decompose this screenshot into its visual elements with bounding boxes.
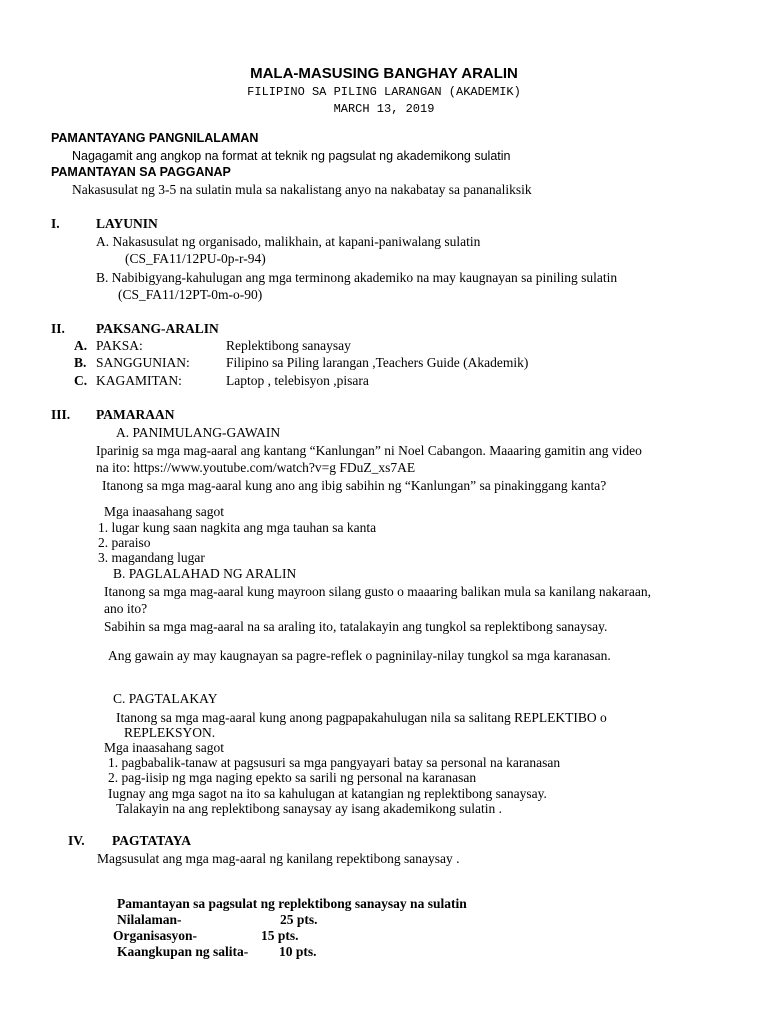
assessment-text: Magsusulat ang mga mag-aaral ng kanilang repektibong sanaysay .	[97, 851, 460, 866]
activity-c-line2: REPLEKSYON.	[124, 725, 216, 740]
rubric-points: 10 pts.	[279, 944, 317, 959]
activity-b-line1: Itanong sa mga mag-aaral kung mayroon silang gusto o maaaring balikan mula sa kanilang nakaraan,	[104, 584, 651, 599]
subsection-heading-c: C. PAGTALAKAY	[113, 691, 218, 706]
rubric-points: 25 pts.	[280, 912, 318, 927]
section-heading-layunin: LAYUNIN	[96, 216, 158, 231]
rubric-points: 15 pts.	[261, 928, 299, 943]
expected-answers-label: Mga inaasahang sagot	[104, 504, 224, 519]
expected-answer: 3. magandang lugar	[98, 550, 205, 565]
expected-answer: 1. lugar kung saan nagkita ang mga tauhan sa kanta	[98, 520, 377, 535]
objective-a-code: (CS_FA11/12PU-0p-r-94)	[125, 251, 266, 266]
rubric-heading: Pamantayan sa pagsulat ng replektibong sanaysay na sulatin	[117, 896, 467, 911]
activity-b-line2: ano ito?	[104, 601, 148, 616]
topic-row-label: PAKSA:	[96, 338, 143, 353]
section-number: IV.	[68, 833, 85, 848]
objective-b: B. Nabibigyang-kahulugan ang mga terminong akademiko na may kaugnayan sa piniling sulatin	[96, 270, 618, 285]
performance-standard-text: Nakasusulat ng 3-5 na sulatin mula sa nakalistang anyo na nakabatay sa pananaliksik	[72, 182, 532, 197]
rubric-criterion: Nilalaman-	[117, 912, 182, 927]
section-number: II.	[51, 321, 65, 336]
activity-a-line2: na ito: https://www.youtube.com/watch?v=g FDuZ_xs7AE	[96, 460, 416, 475]
activity-b-line4: Ang gawain ay may kaugnayan sa pagre-reflek o pagninilay-nilay tungkol sa mga karanasan.	[108, 648, 611, 663]
subsection-heading-b: B. PAGLALAHAD NG ARALIN	[113, 566, 297, 581]
topic-row-value: Replektibong sanaysay	[226, 338, 351, 353]
expected-answers-label: Mga inaasahang sagot	[104, 740, 224, 755]
reference-row-value: Filipino sa Piling larangan ,Teachers Guide (Akademik)	[226, 355, 529, 370]
materials-row-letter: C.	[74, 373, 88, 388]
activity-c-line1: Itanong sa mga mag-aaral kung anong pagpapakahulugan nila sa salitang REPLEKTIBO o	[116, 710, 607, 725]
activity-c-line3: Iugnay ang mga sagot na ito sa kahulugan at katangian ng replektibong sanaysay.	[108, 786, 547, 801]
activity-b-line3: Sabihin sa mga mag-aaral na sa araling ito, tatalakayin ang tungkol sa replektibong sanaysay.	[104, 619, 608, 634]
activity-c-line4: Talakayin na ang replektibong sanaysay ay isang akademikong sulatin .	[116, 801, 502, 816]
section-heading-pagtataya: PAGTATAYA	[112, 833, 192, 848]
materials-row-value: Laptop , telebisyon ,pisara	[226, 373, 369, 388]
activity-a-line1: Iparinig sa mga mag-aaral ang kantang “Kanlungan” ni Noel Cabangon. Maaaring gamitin ang video	[96, 443, 642, 458]
rubric-criterion: Kaangkupan ng salita-	[117, 944, 249, 959]
section-number: I.	[51, 216, 60, 231]
section-number: III.	[51, 407, 71, 422]
section-heading-pamaraan: PAMARAAN	[96, 407, 175, 422]
objective-a: A. Nakasusulat ng organisado, malikhain, at kapani-paniwalang sulatin	[96, 234, 481, 249]
subsection-heading-a: A. PANIMULANG-GAWAIN	[116, 425, 281, 440]
activity-a-line3: Itanong sa mga mag-aaral kung ano ang ibig sabihin ng “Kanlungan” sa pinakinggang kanta?	[102, 478, 607, 493]
page-title: MALA-MASUSING BANGHAY ARALIN	[250, 65, 518, 82]
performance-standard-heading: PAMANTAYAN SA PAGGANAP	[51, 165, 231, 179]
section-heading-paksang-aralin: PAKSANG-ARALIN	[96, 321, 219, 336]
reference-row-letter: B.	[74, 355, 87, 370]
content-standard-text: Nagagamit ang angkop na format at teknik ng pagsulat ng akademikong sulatin	[72, 149, 511, 163]
expected-answer: 2. paraiso	[98, 535, 151, 550]
rubric-criterion: Organisasyon-	[113, 928, 198, 943]
subject-subtitle: FILIPINO SA PILING LARANGAN (AKADEMIK)	[247, 85, 521, 99]
reference-row-label: SANGGUNIAN:	[96, 355, 190, 370]
expected-answer: 2. pag-iisip ng mga naging epekto sa sarili ng personal na karanasan	[108, 770, 477, 785]
content-standard-heading: PAMANTAYANG PANGNILALAMAN	[51, 131, 259, 145]
materials-row-label: KAGAMITAN:	[96, 373, 182, 388]
expected-answer: 1. pagbabalik-tanaw at pagsusuri sa mga pangyayari batay sa personal na karanasan	[108, 755, 561, 770]
topic-row-letter: A.	[74, 338, 88, 353]
lesson-date: MARCH 13, 2019	[333, 102, 435, 116]
objective-b-code: (CS_FA11/12PT-0m-o-90)	[118, 287, 263, 302]
